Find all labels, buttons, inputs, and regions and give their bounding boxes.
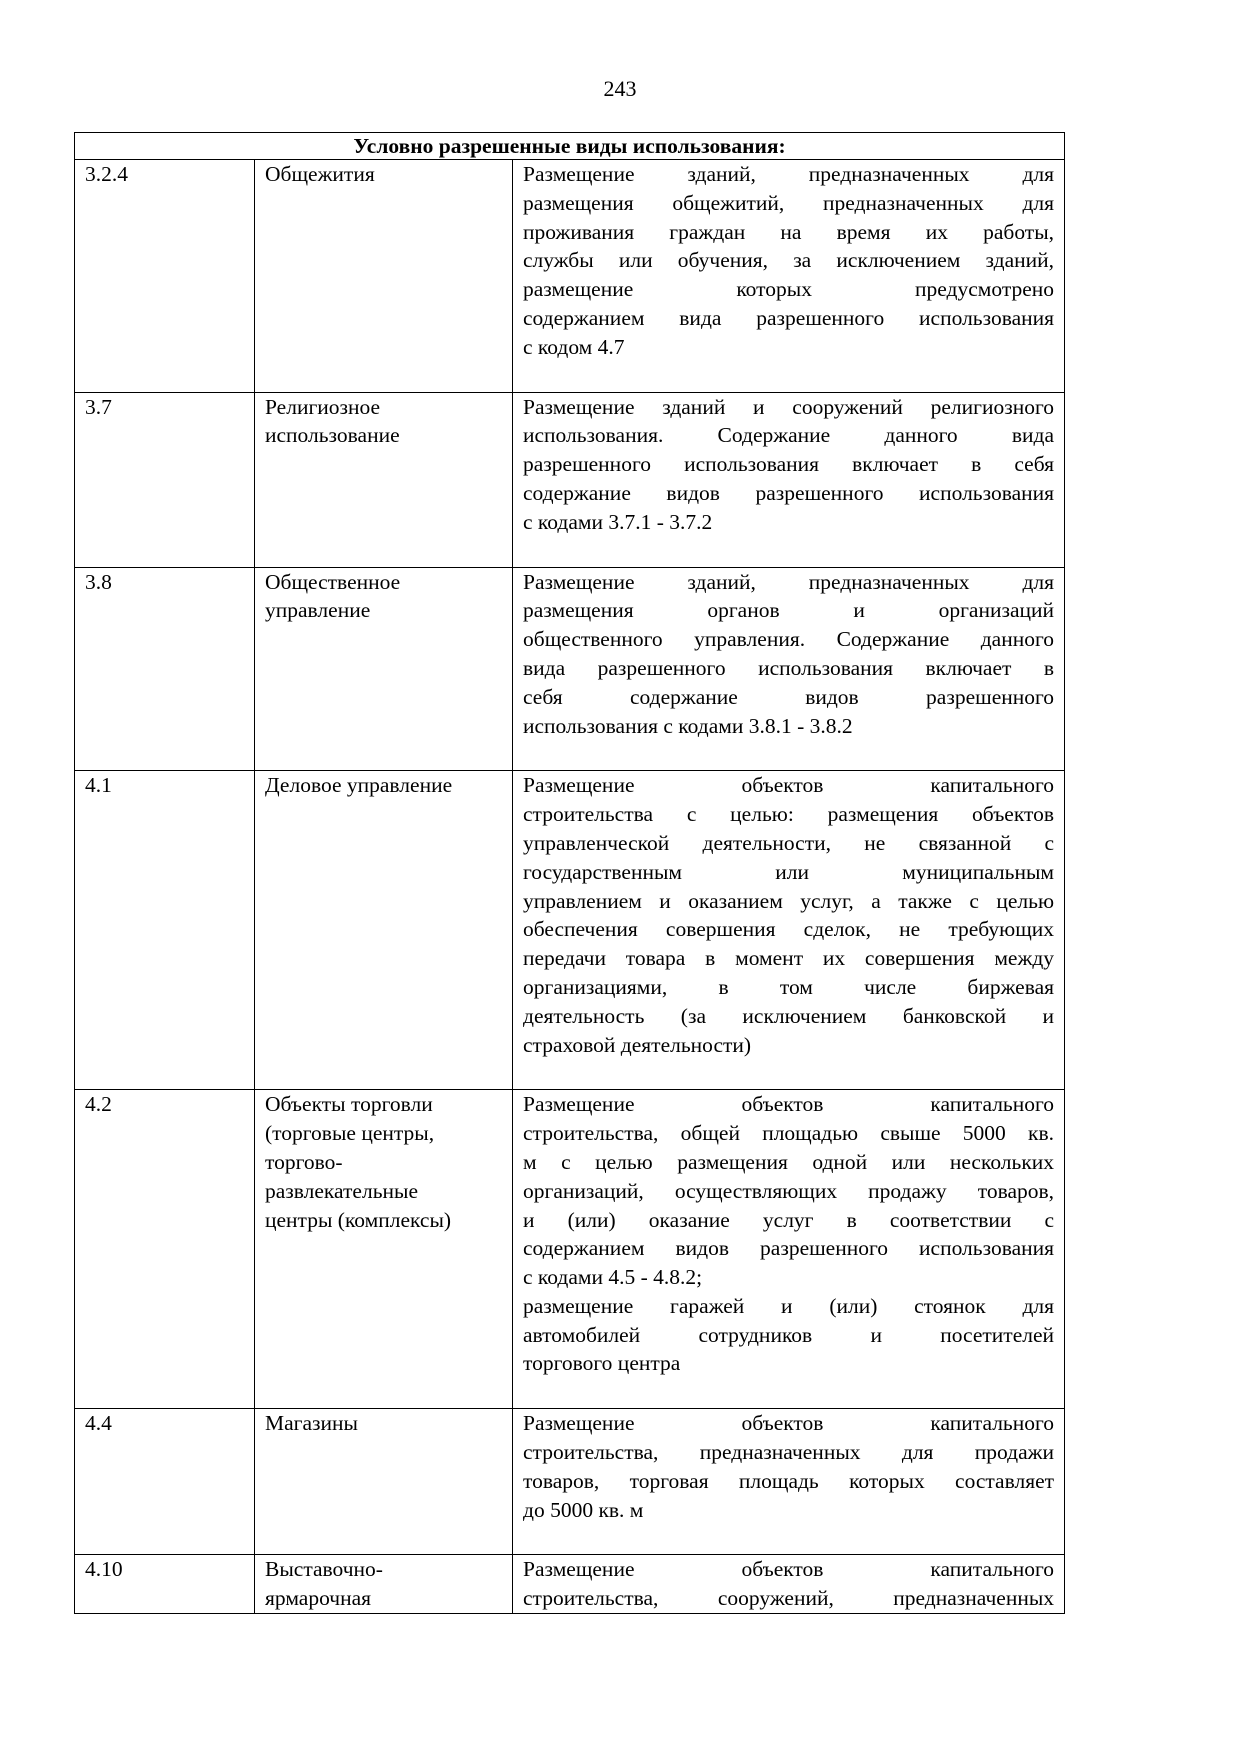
description-line: страховой деятельности) <box>523 1032 752 1057</box>
table-row <box>75 1555 1065 1614</box>
description-line: вида разрешенного использования включает в <box>523 655 1055 680</box>
name-line: ярмарочная <box>265 1586 372 1611</box>
description-line: управленческой деятельности, не связанной с <box>523 830 1055 855</box>
use-name: Религиозное использование <box>255 392 513 567</box>
description-line: проживания граждан на время их работы, <box>523 219 1055 244</box>
description-line: обеспечения совершения сделок, не требующих <box>523 917 1055 942</box>
use-name: Общественное управление <box>255 567 513 771</box>
description-line: товаров, торговая площадь которых составляет <box>523 1468 1055 1493</box>
description-line: размещения органов и организаций <box>523 598 1055 623</box>
land-use-table <box>74 132 1065 1614</box>
description-line: строительства, предназначенных для продажи <box>523 1440 1055 1465</box>
description-line: Размещение объектов капитального <box>523 773 1055 798</box>
description-line: организациями, в том числе биржевая <box>523 974 1055 999</box>
name-line: Выставочно- <box>265 1557 383 1582</box>
table-row <box>75 1409 1065 1555</box>
table-header-row <box>75 133 1065 160</box>
table-row <box>75 771 1065 1090</box>
description-line: службы или обучения, за исключением зданий, <box>523 248 1055 273</box>
description-line: общественного управления. Содержание данного <box>523 627 1055 652</box>
use-description <box>513 1555 1065 1614</box>
use-code: 3.2.4 <box>75 160 255 393</box>
description-line: использования. Содержание данного вида <box>523 423 1055 448</box>
use-name <box>255 1090 513 1409</box>
description-line: государственным или муниципальным <box>523 859 1055 884</box>
use-description <box>513 771 1065 1090</box>
page-number: 243 <box>603 76 637 101</box>
description-line: строительства, общей площадью свыше 5000 кв. <box>523 1121 1055 1146</box>
description-line: и (или) оказание услуг в соответствии с <box>523 1207 1055 1232</box>
use-name: Деловое управление <box>255 771 513 1090</box>
table-row <box>75 567 1065 771</box>
description-line: строительства, сооружений, предназначенных <box>523 1586 1055 1611</box>
use-name: Общежития <box>255 160 513 393</box>
use-code: 4.10 <box>75 1555 255 1614</box>
description-line: Размещение объектов капитального <box>523 1557 1055 1582</box>
description-line: с кодом 4.7 <box>523 334 625 359</box>
table-row <box>75 160 1065 393</box>
description-line: содержанием видов разрешенного использования <box>523 1236 1055 1261</box>
description-line: автомобилей сотрудников и посетителей <box>523 1322 1055 1347</box>
use-name <box>255 1555 513 1614</box>
description-line: размещение гаражей и (или) стоянок для <box>523 1293 1055 1318</box>
description-line: размещение которых предусмотрено <box>523 277 1055 302</box>
section-title: Условно разрешенные виды использования: <box>75 133 1065 160</box>
name-line: развлекательные <box>265 1178 418 1203</box>
description-line: торгового центра <box>523 1351 681 1376</box>
description-line: размещения общежитий, предназначенных для <box>523 190 1055 215</box>
description-line: Размещение объектов капитального <box>523 1411 1055 1436</box>
description-line: деятельность (за исключением банковской и <box>523 1003 1055 1028</box>
description-line: Размещение зданий, предназначенных для <box>523 162 1055 186</box>
description-line: до 5000 кв. м <box>523 1497 644 1522</box>
description-line: с кодами 3.7.1 - 3.7.2 <box>523 509 713 534</box>
table-row <box>75 1090 1065 1409</box>
name-line: торгово- <box>265 1149 343 1174</box>
description-line: содержание видов разрешенного использования <box>523 480 1055 505</box>
description-line: разрешенного использования включает в себя <box>523 452 1055 477</box>
name-line: центры (комплексы) <box>265 1207 452 1232</box>
description-line: Размещение зданий и сооружений религиозного <box>523 394 1055 419</box>
use-description <box>513 392 1065 567</box>
description-line: Размещение зданий, предназначенных для <box>523 569 1055 594</box>
use-name: Магазины <box>255 1409 513 1555</box>
use-description <box>513 1090 1065 1409</box>
description-line: передачи товара в момент их совершения между <box>523 946 1055 971</box>
description-line: содержанием вида разрешенного использования <box>523 305 1055 330</box>
name-line: (торговые центры, <box>265 1121 435 1146</box>
description-line: с кодами 4.5 - 4.8.2; <box>523 1265 703 1290</box>
use-code: 3.8 <box>75 567 255 771</box>
description-line: Размещение объектов капитального <box>523 1092 1055 1117</box>
description-line: управлением и оказанием услуг, а также с целью <box>523 888 1055 913</box>
use-description <box>513 1409 1065 1555</box>
description-line: строительства с целью: размещения объектов <box>523 802 1055 827</box>
name-line: Объекты торговли <box>265 1092 433 1117</box>
use-code: 4.4 <box>75 1409 255 1555</box>
use-code: 3.7 <box>75 392 255 567</box>
description-line: м с целью размещения одной или нескольких <box>523 1149 1055 1174</box>
use-description <box>513 160 1065 393</box>
description-line: использования с кодами 3.8.1 - 3.8.2 <box>523 713 853 738</box>
use-code: 4.1 <box>75 771 255 1090</box>
description-line: себя содержание видов разрешенного <box>523 684 1055 709</box>
use-code: 4.2 <box>75 1090 255 1409</box>
description-line: организаций, осуществляющих продажу товаров, <box>523 1178 1055 1203</box>
table-row <box>75 392 1065 567</box>
use-description <box>513 567 1065 771</box>
